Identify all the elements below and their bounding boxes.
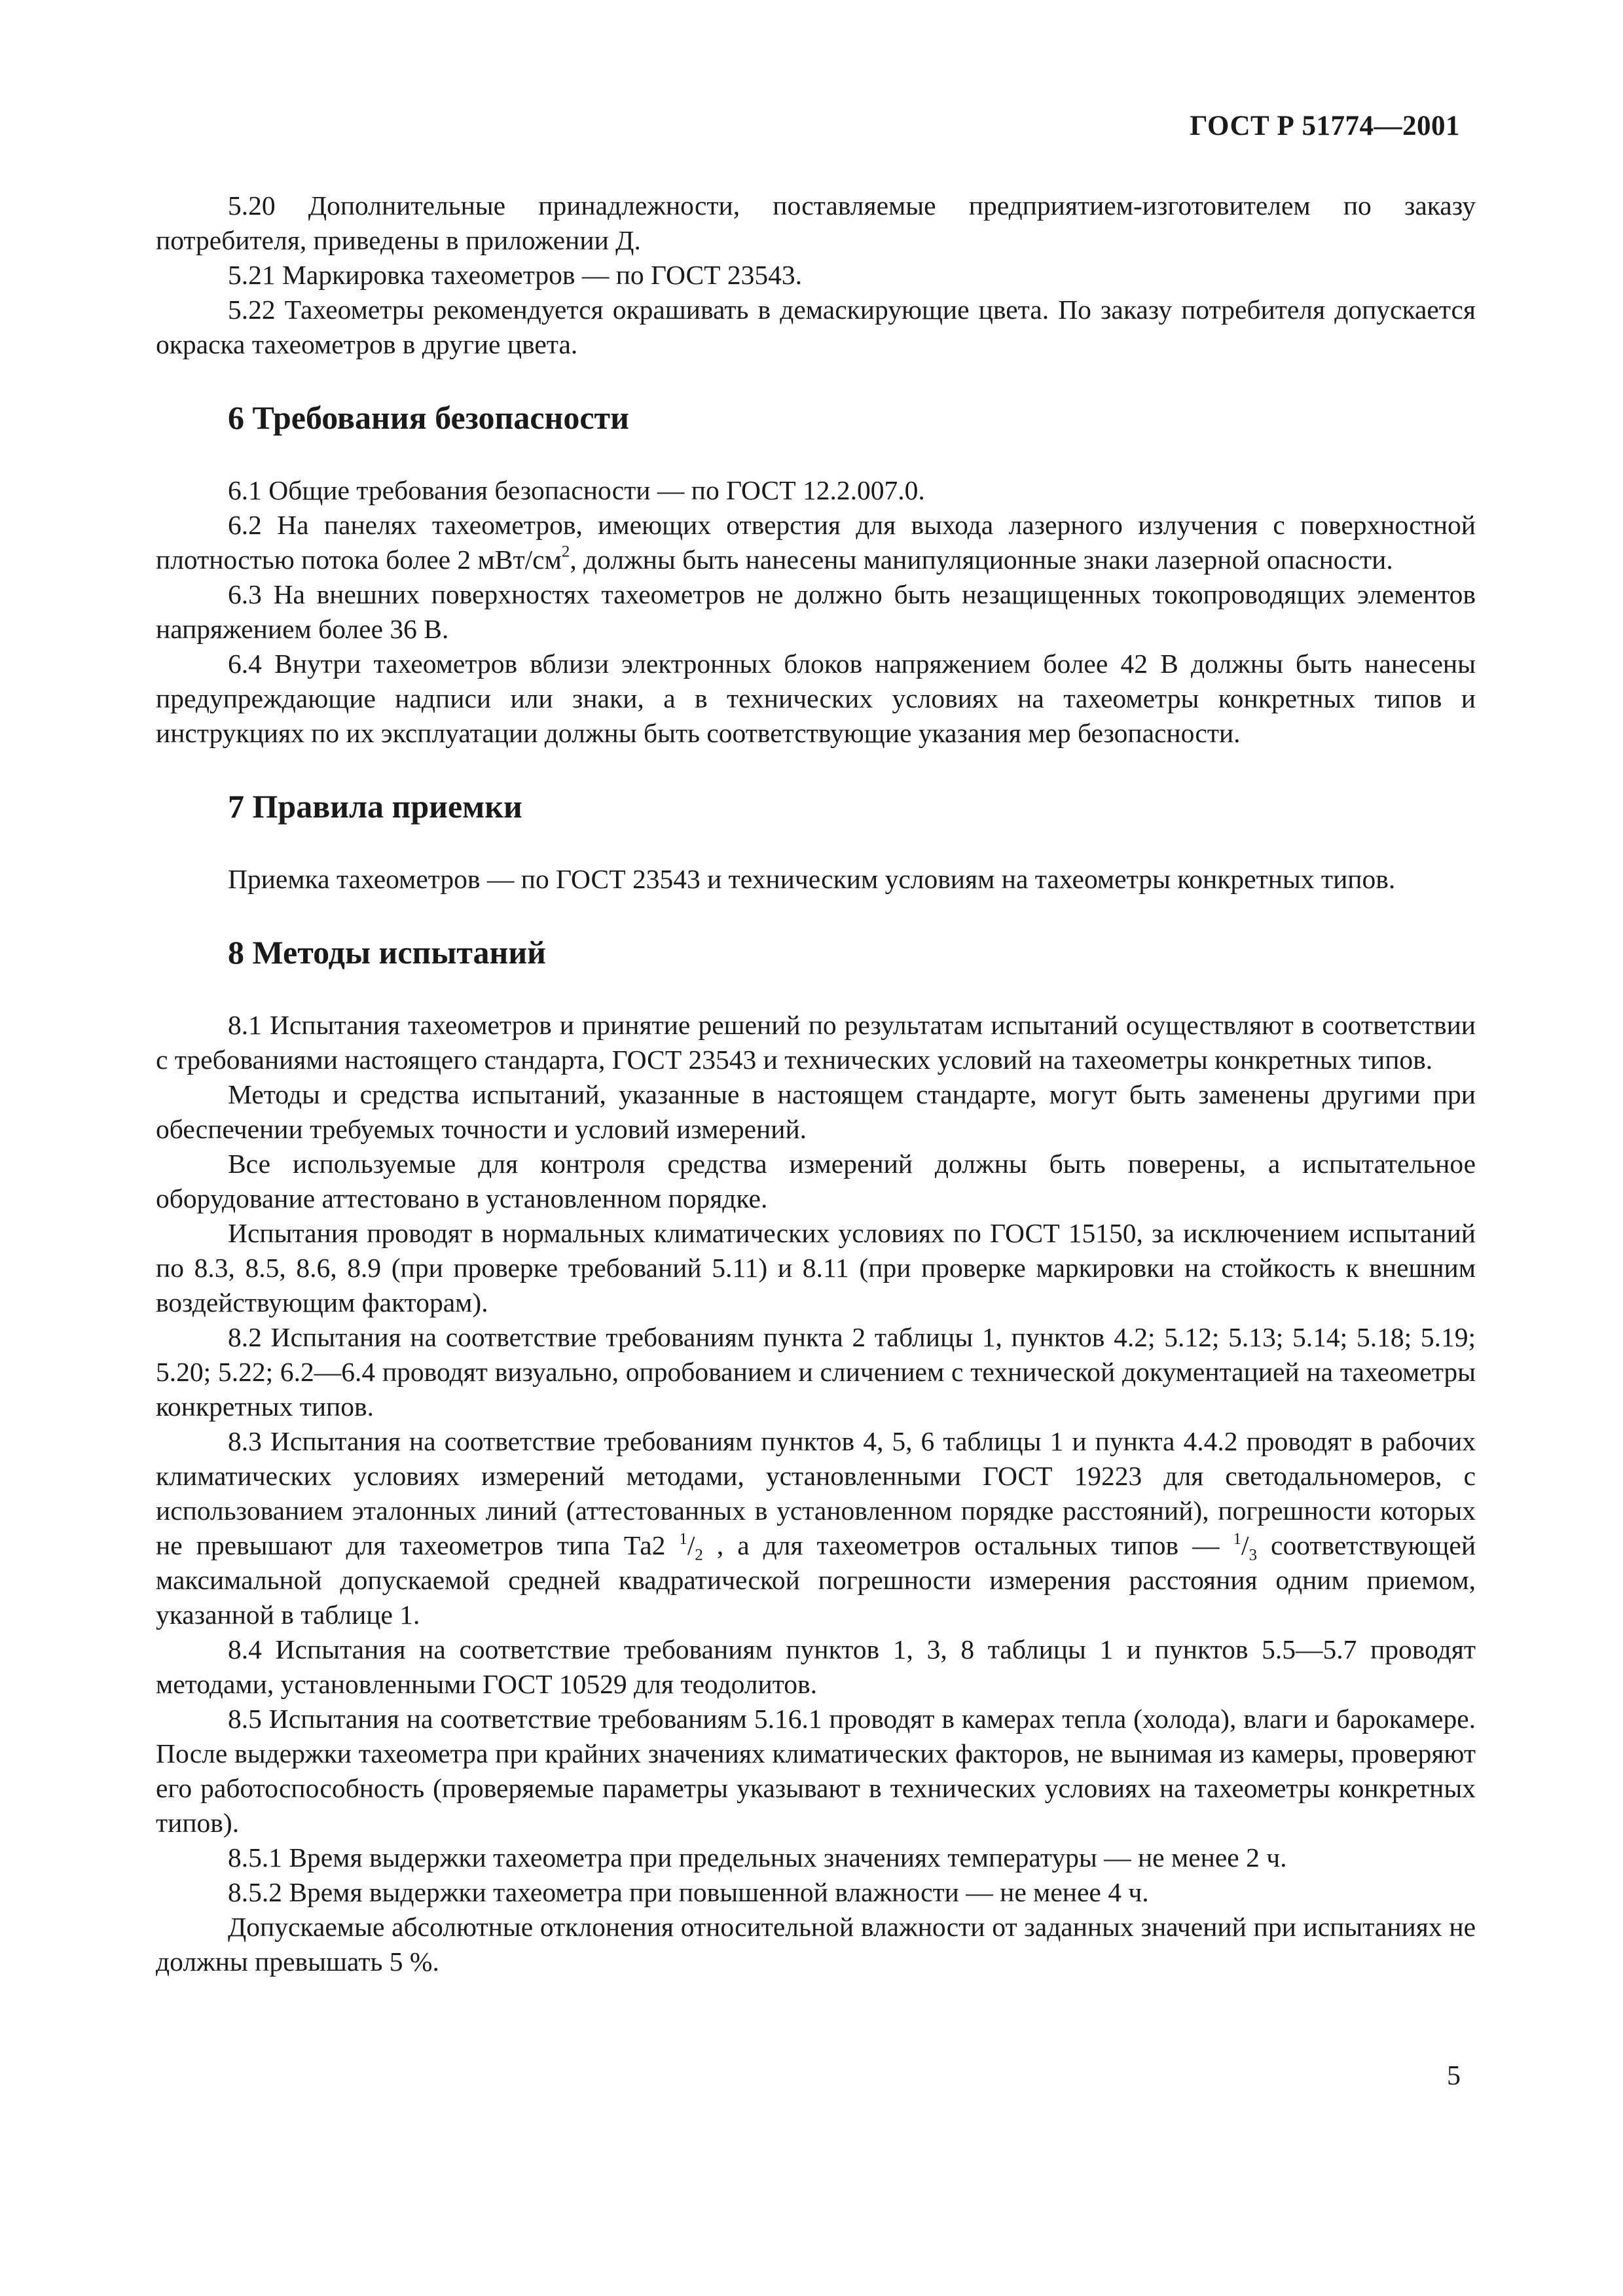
paragraph-5-21: 5.21 Маркировка тахеометров — по ГОСТ 23543.	[228, 260, 802, 290]
paragraph-8-3-text-a: 8.3 Испытания на соответствие требованиям пунктов 4, 5, 6 таблицы 1 и пункта 4.4.2 проводят в рабочих климатических условиях измерений методами, установленными ГОСТ 19223 для светодальномеров, с использованием эталонных линий (аттестованных в установленном порядке расстояний), погрешности которых не превышают для тахеометров типа Та2	[156, 1426, 1476, 1560]
paragraph-6-3: 6.3 На внешних поверхностях тахеометров не должно быть незащищенных токопроводящих элементов напряжением более 36 В.	[156, 579, 1476, 644]
paragraph-6-2-text-b: , должны быть нанесены манипуляционные знаки лазерной опасности.	[570, 545, 1393, 575]
paragraph-5-22: 5.22 Тахеометры рекомендуется окрашивать в демаскирующие цвета. По заказу потребителя допускается окраска тахеометров в другие цвета.	[156, 295, 1476, 359]
paragraph-5-20: 5.20 Дополнительные принадлежности, поставляемые предприятием-изготовителем по заказу потребителя, приведены в приложении Д.	[156, 190, 1476, 255]
paragraph-6-2-text-a: 6.2 На панелях тахеометров, имеющих отверстия для выхода лазерного излучения с поверхностной плотностью потока более 2 мВт/см	[156, 510, 1476, 575]
section-8-heading: 8 Методы испытаний	[228, 934, 546, 971]
unit-exponent: 2	[561, 543, 570, 561]
paragraph-8-5-1: 8.5.1 Время выдержки тахеометра при предельных значениях температуры — не менее 2 ч.	[228, 1842, 1287, 1873]
paragraph-6-2	[156, 508, 1476, 577]
paragraph-6-4: 6.4 Внутри тахеометров вблизи электронных блоков напряжением более 42 В должны быть нанесены предупреждающие надписи или знаки, а в технических условиях на тахеометры конкретных типов и инструкциях по их эксплуатации должны быть соответствующие указания мер безопасности.	[156, 649, 1476, 748]
paragraph-8-climate: Испытания проводят в нормальных климатических условиях по ГОСТ 15150, за исключением испытаний по 8.3, 8.5, 8.6, 8.9 (при проверке требований 5.11) и 8.11 (при проверке маркировки на стойкость к внешним воздействующим факторам).	[156, 1218, 1476, 1318]
fraction-one-third: $^1/_3$	[1233, 1530, 1258, 1564]
paragraph-8-5: 8.5 Испытания на соответствие требованиям 5.16.1 проводят в камерах тепла (холода), влаги и барокамере. После выдержки тахеометра при крайних значениях климатических факторов, не вынимая из камеры, проверяют его работоспособность (проверяемые параметры указывают в технических условиях на тахеометры конкретных типов).	[156, 1704, 1476, 1838]
page-number: 5	[1447, 2061, 1461, 2091]
paragraph-8-2: 8.2 Испытания на соответствие требованиям пункта 2 таблицы 1, пунктов 4.2; 5.12; 5.13; 5.14; 5.18; 5.19; 5.20; 5.22; 6.2—6.4 проводят визуально, опробованием и сличением с технической документацией на тахеометры конкретных типов.	[156, 1322, 1476, 1422]
paragraph-8-humidity: Допускаемые абсолютные отклонения относительной влажности от заданных значений при испытаниях не должны превышать 5 %.	[156, 1912, 1476, 1977]
section-7-heading: 7 Правила приемки	[228, 788, 522, 825]
paragraph-8-4: 8.4 Испытания на соответствие требованиям пунктов 1, 3, 8 таблицы 1 и пунктов 5.5—5.7 проводят методами, установленными ГОСТ 10529 для теодолитов.	[156, 1634, 1476, 1699]
paragraph-7-acceptance: Приемка тахеометров — по ГОСТ 23543 и техническим условиям на тахеометры конкретных типов.	[228, 864, 1396, 894]
paragraph-8-verified: Все используемые для контроля средства измерений должны быть поверены, а испытательное оборудование аттестовано в установленном порядке.	[156, 1149, 1476, 1213]
fraction-numerator: 1	[679, 1530, 687, 1548]
fraction-denominator: 3	[1249, 1546, 1258, 1564]
paragraph-8-3-text-c: соответствующей максимальной допускаемой средней квадратической погрешности измерения расстояния одним приемом, указанной в таблице 1.	[156, 1530, 1476, 1630]
document-header-id: ГОСТ Р 51774—2001	[1190, 111, 1460, 141]
paragraph-8-1: 8.1 Испытания тахеометров и принятие решений по результатам испытаний осуществляют в соответствии с требованиями настоящего стандарта, ГОСТ 23543 и технических условий на тахеометры конкретных типов.	[156, 1010, 1476, 1075]
fraction-numerator: 1	[1233, 1530, 1242, 1548]
paragraph-8-3	[156, 1424, 1476, 1632]
paragraph-6-1: 6.1 Общие требования безопасности — по ГОСТ 12.2.007.0.	[228, 475, 925, 505]
paragraph-8-methods: Методы и средства испытаний, указанные в настоящем стандарте, могут быть заменены другими при обеспечении требуемых точности и условий измерений.	[156, 1079, 1476, 1144]
fraction-one-half: $^1/_2$	[679, 1530, 703, 1564]
paragraph-8-3-text-b: , а для тахеометров остальных типов —	[716, 1530, 1220, 1560]
section-6-heading: 6 Требования безопасности	[228, 399, 629, 436]
paragraph-8-5-2: 8.5.2 Время выдержки тахеометра при повышенной влажности — не менее 4 ч.	[228, 1877, 1149, 1907]
fraction-denominator: 2	[695, 1546, 703, 1564]
document-body	[156, 188, 1476, 1979]
